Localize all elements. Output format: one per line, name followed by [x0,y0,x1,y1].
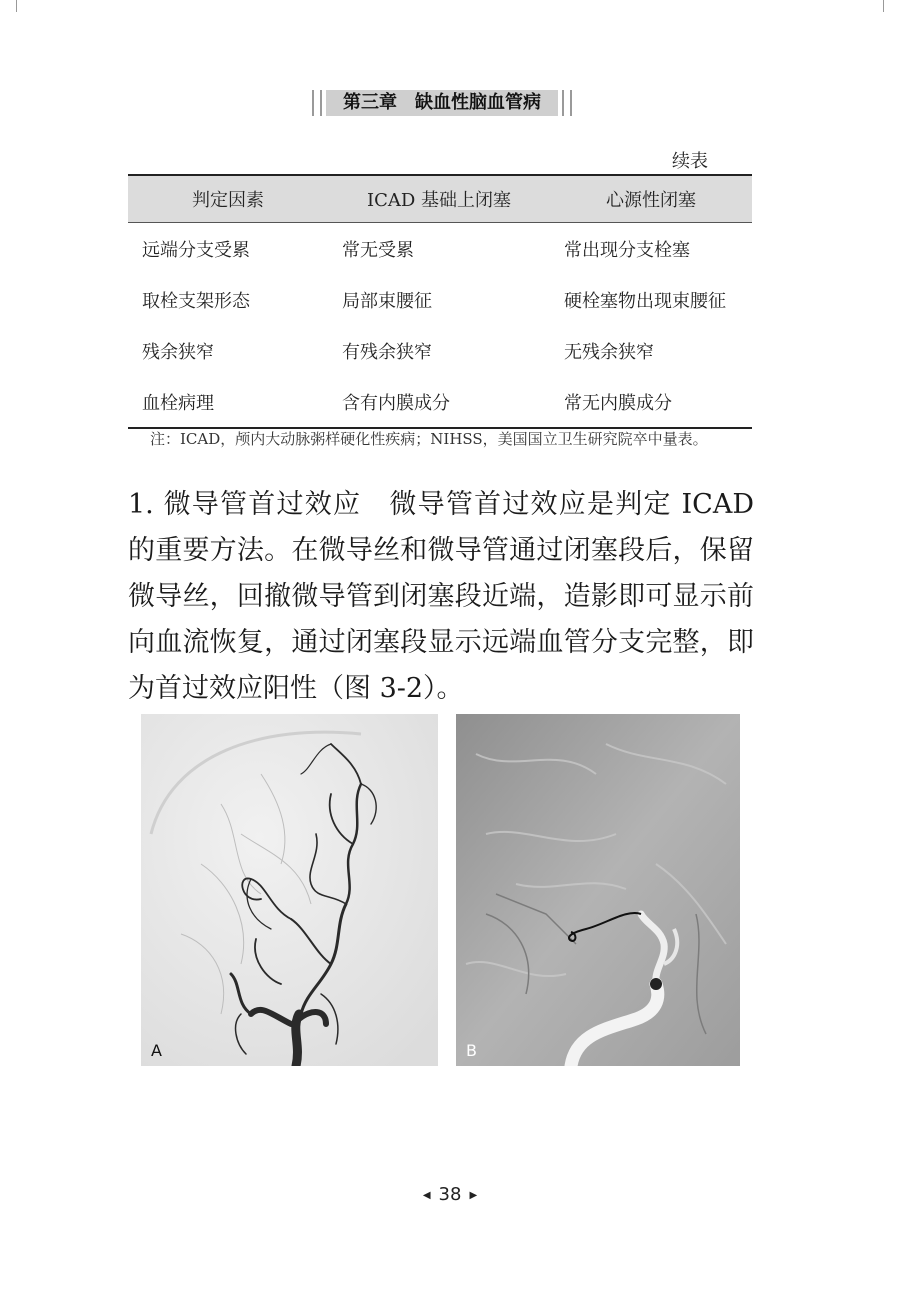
angiogram-a-drawing [141,714,438,1066]
table-cell: 血栓病理 [128,376,328,428]
table-row [128,325,752,376]
chapter-title: 第三章 缺血性脑血管病 [326,90,558,116]
table-cell: 硬栓塞物出现束腰征 [564,290,726,312]
page-number: 38 [438,1184,462,1205]
column-header: 判定因素 [128,175,328,223]
table-cell: 含有内膜成分 [328,376,550,428]
table-cell: 有残余狭窄 [342,341,432,363]
table-cell: 远端分支受累 [142,239,250,261]
table-row [128,223,752,275]
table-note: 注：ICAD，颅内大动脉粥样硬化性疾病；NIHSS，美国国立卫生研究院卒中量表。 [150,430,708,448]
triangle-left-icon: ◀ [422,1189,431,1201]
table-cell: 无残余狭窄 [564,341,654,363]
table-continued-label: 续表 [672,151,708,172]
table-cell: 残余狭窄 [142,341,214,363]
table-cell: 常无内膜成分 [550,376,752,428]
table-cell: 取栓支架形态 [142,290,250,312]
running-header [312,90,572,116]
column-header: ICAD 基础上闭塞 [328,175,550,223]
figure-a-angiogram [141,714,438,1066]
body-paragraph: 1. 微导管首过效应 微导管首过效应是判定 ICAD 的重要方法。在微导丝和微导管通过闭塞段后，保留微导丝，回撤微导管到闭塞段近端，造影即可显示前向血流恢复，通过闭塞段显示远端血管分支完整，即为首过效应阳性（图 3-2）。 [128,489,754,704]
table-cell: 常无受累 [342,239,414,261]
header-rule [320,90,322,116]
header-rule [312,90,314,116]
table-cell: 常出现分支栓塞 [564,239,690,261]
triangle-right-icon: ▶ [469,1189,478,1201]
figure-label-b: B [466,1041,477,1060]
crop-mark-left [16,0,17,12]
angiogram-b-drawing [456,714,740,1066]
table-row [128,274,752,325]
comparison-table [128,174,752,429]
column-header: 心源性闭塞 [550,175,752,223]
figure-b-angiogram [456,714,740,1066]
header-rule [570,90,572,116]
crop-mark-right [883,0,884,12]
table-header-row [128,175,752,223]
table-cell: 局部束腰征 [342,290,432,312]
page-footer [0,1184,900,1205]
figure-label-a: A [151,1041,162,1060]
header-rule [562,90,564,116]
table-row [128,376,752,428]
